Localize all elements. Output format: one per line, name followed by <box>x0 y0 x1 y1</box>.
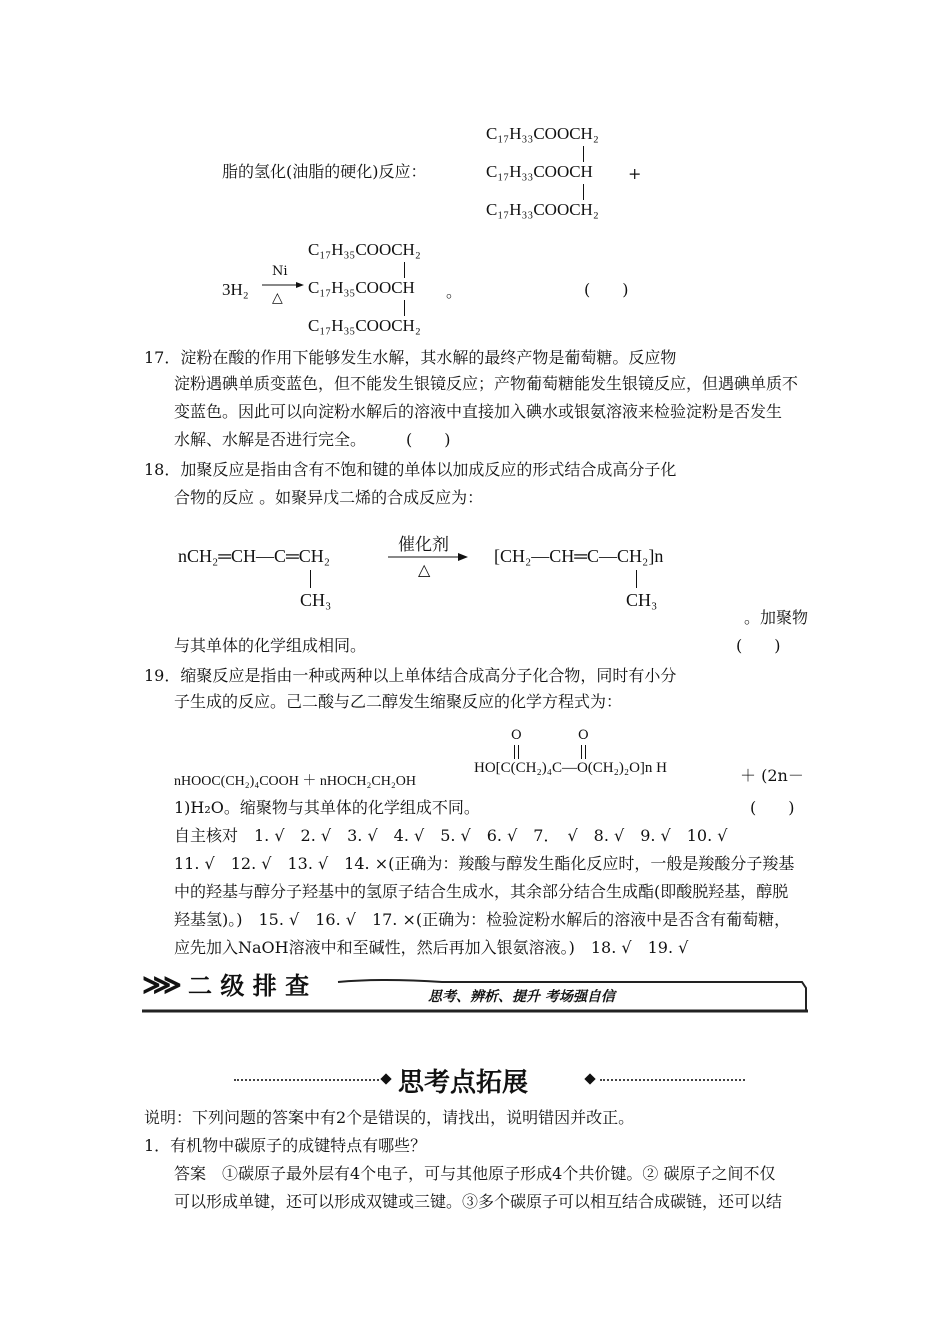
bond-line <box>310 570 311 588</box>
answers-line-2: 11. √ 12. √ 13. √ 14. ×(正确为：羧酸与醇发生酯化反应时，一般是羧酸分子羧基 <box>174 854 795 873</box>
polyester: HO[C(CH₂)₄C—O(CH₂)₂O]n H <box>474 760 667 776</box>
reaction-arrow <box>262 281 304 289</box>
product-row-3: C₁₇H₃₅COOCH₂ <box>308 316 421 335</box>
answer-blank: ( ) <box>736 636 781 655</box>
diamond-icon <box>380 1073 391 1084</box>
heat-symbol: △ <box>272 290 283 306</box>
q19-line-3: 1)H₂O。缩聚物与其单体的化学组成不同。 <box>174 798 480 817</box>
product-row-1: C₁₇H₃₅COOCH₂ <box>308 240 421 259</box>
answer-1-line-1: 答案 ①碳原子最外层有4个电子，可与其他原子形成4个共价键。② 碳原子之间不仅 <box>174 1164 776 1183</box>
reactant-row-1: C₁₇H₃₃COOCH₂ <box>486 124 599 143</box>
polymer-methyl: CH₃ <box>626 590 658 610</box>
q17-line-1: 17．淀粉在酸的作用下能够发生水解，其水解的最终产物是葡萄糖。反应物 <box>144 348 677 367</box>
bond-line <box>636 570 637 588</box>
q18-line-3: 与其单体的化学组成相同。 <box>174 636 367 655</box>
q18-line-2: 合物的反应 。如聚异戊二烯的合成反应为： <box>174 488 484 507</box>
carbonyl-o-1: O <box>511 728 522 743</box>
answers-line-1: 自主核对 1. √ 2. √ 3. √ 4. √ 5. √ 6. √ 7． √ 8. √ 9. √ 10. √ <box>174 826 728 845</box>
plus-sign: + <box>628 164 642 183</box>
banner-title: 二 级 排 查 <box>188 972 310 1000</box>
answer-1-line-2: 可以形成单键，还可以形成双键或三键。③多个碳原子可以相互结合成碳链，还可以结 <box>174 1192 783 1211</box>
hydrogen-reagent: 3H₂ <box>222 280 249 299</box>
q17-line-2: 淀粉遇碘单质变蓝色，但不能发生银镜反应；产物葡萄糖能发生银镜反应，但遇碘单质不 <box>174 374 799 393</box>
q18-line-1: 18．加聚反应是指由含有不饱和键的单体以加成反应的形式结合成高分子化 <box>144 460 677 479</box>
dotted-line-right <box>600 1079 745 1081</box>
reactant-row-2: C₁₇H₃₃COOCH <box>486 162 593 181</box>
double-bond <box>585 745 586 759</box>
banner-slogan: 思考、辨析、提升 考场强自信 <box>428 989 615 1005</box>
monomer-methyl: CH₃ <box>300 590 332 610</box>
reactant-row-3: C₁₇H₃₃COOCH₂ <box>486 200 599 219</box>
product-row-2: C₁₇H₃₅COOCH <box>308 278 415 297</box>
question-1: 1．有机物中碳原子的成键特点有哪些？ <box>144 1136 427 1155</box>
heat-symbol: △ <box>418 560 431 579</box>
polyisoprene: [CH₂—CH═C—CH₂]n <box>494 546 664 566</box>
q17-line-3: 变蓝色。因此可以向淀粉水解后的溶液中直接加入碘水或银氨溶液来检验淀粉是否发生 <box>174 402 783 421</box>
double-bond <box>518 745 519 759</box>
answers-line-5: 应先加入NaOH溶液中和至碱性，然后再加入银氨溶液。) 18. √ 19. √ <box>174 938 689 957</box>
q17-line-4: 水解、水解是否进行完全。 ( ) <box>174 430 451 449</box>
banner-arrows-icon: ⋙ <box>142 968 176 1001</box>
dotted-line-left <box>234 1079 379 1081</box>
q19-reactants: nHOOC(CH₂)₄COOH ＋ nHOCH₂CH₂OH <box>174 774 416 789</box>
double-bond <box>581 745 582 759</box>
bond-line <box>583 146 584 162</box>
answer-blank: ( ) <box>584 280 629 299</box>
catalyst-label: Ni <box>272 264 288 279</box>
carbonyl-o-2: O <box>578 728 589 743</box>
bond-line <box>583 184 584 200</box>
section-note: 说明：下列问题的答案中有2个是错误的，请找出，说明错因并改正。 <box>144 1108 635 1127</box>
bond-line <box>404 262 405 278</box>
answer-blank: ( ) <box>750 798 795 817</box>
q19-line-1: 19．缩聚反应是指由一种或两种以上单体结合成高分子化合物，同时有小分 <box>144 666 677 685</box>
q19-line-2: 子生成的反应。己二酸与乙二醇发生缩聚反应的化学方程式为： <box>174 692 623 711</box>
catalyst-label: 催化剂 <box>398 535 449 555</box>
answers-line-3: 中的羟基与醇分子羟基中的氢原子结合生成水，其余部分结合生成酯(即酸脱羟基，醇脱 <box>174 882 789 901</box>
section-title: 思考点拓展 <box>398 1068 529 1098</box>
diamond-icon <box>584 1073 595 1084</box>
plus-water: ＋ (2n－ <box>740 766 804 785</box>
hydrogenation-label: 脂的氢化(油脂的硬化)反应： <box>222 162 427 181</box>
isoprene-monomer: nCH₂═CH—C═CH₂ <box>178 546 331 566</box>
answers-line-4: 羟基氢)。) 15. √ 16. √ 17. ×(正确为：检验淀粉水解后的溶液中是否含有葡萄糖， <box>174 910 791 929</box>
bond-line <box>404 300 405 316</box>
double-bond <box>514 745 515 759</box>
period: 。 <box>446 282 463 301</box>
q18-tail: 。加聚物 <box>744 608 809 627</box>
